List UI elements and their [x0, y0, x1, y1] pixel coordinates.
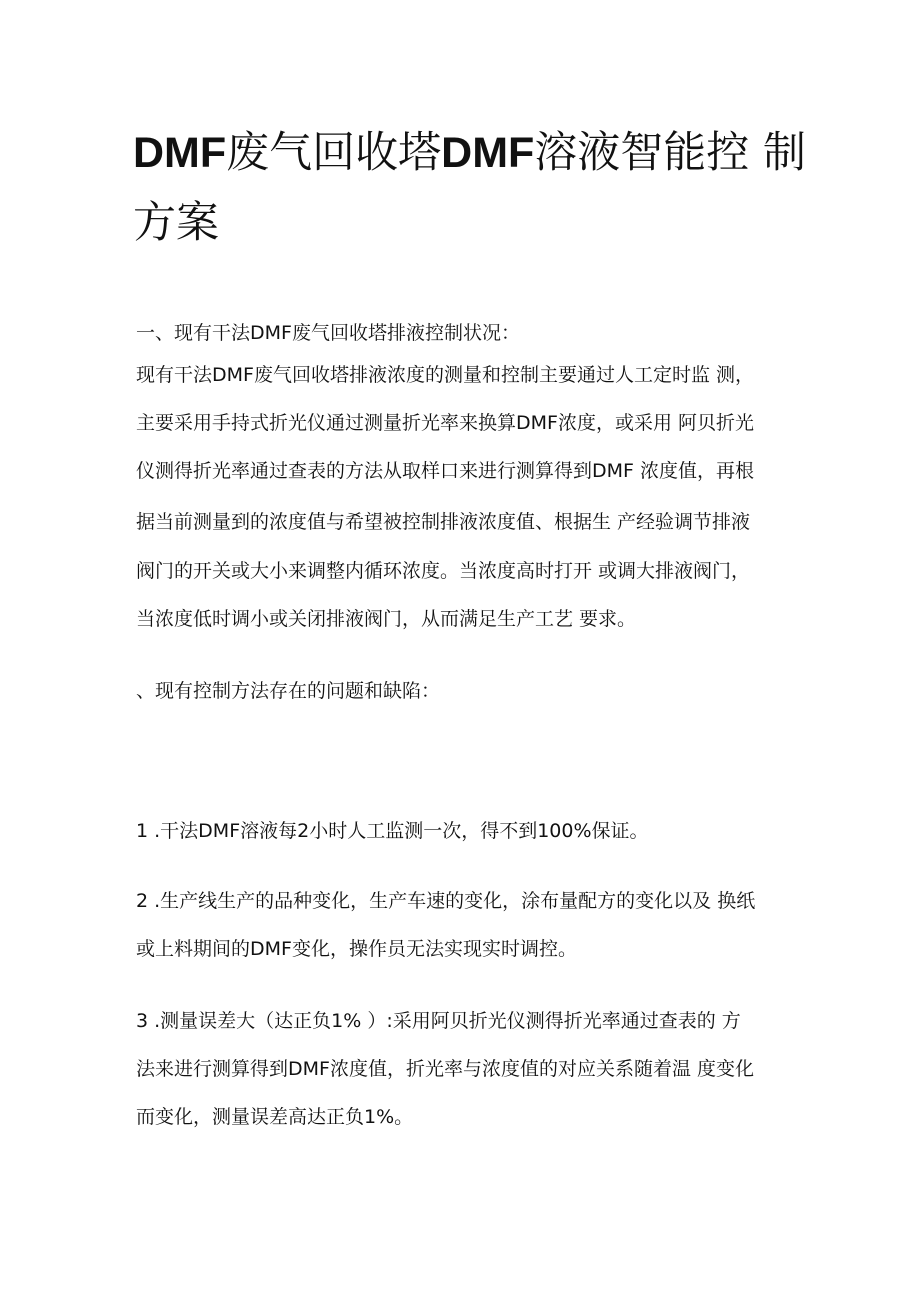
title-line-2: 方案 [133, 198, 219, 248]
list-item-3-line: 法来进行测算得到DMF浓度值，折光率与浓度值的对应关系随着温 度变化 [136, 1058, 754, 1080]
title-part-4: 溶液智能控 制 [534, 128, 806, 178]
title-part-1: DMF [133, 129, 227, 177]
section1-paragraph-line: 当浓度低时调小或关闭排液阀门，从而满足生产工艺 要求。 [136, 608, 637, 630]
section1-paragraph-line: 现有干法DMF废气回收塔排液浓度的测量和控制主要通过人工定时监 测， [136, 364, 754, 386]
list-item-2-line: 2 .生产线生产的品种变化，生产车速的变化，涂布量配方的变化以及 换纸 [136, 890, 756, 912]
section1-paragraph-line: 据当前测量到的浓度值与希望被控制排液浓度值、根据生 产经验调节排液 [136, 511, 751, 533]
list-item-3-line: 而变化，测量误差高达正负1%。 [136, 1106, 414, 1128]
list-item-3-line: 3 .测量误差大（达正负1% ）:采用阿贝折光仪测得折光率通过查表的 方 [136, 1010, 741, 1032]
section1-paragraph-line: 阀门的开关或大小来调整内循环浓度。当浓度高时打开 或调大排液阀门， [136, 560, 751, 582]
list-item-2-line: 或上料期间的DMF变化，操作员无法实现实时调控。 [136, 938, 577, 960]
list-item-1-line: 1 .干法DMF溶液每2小时人工监测一次，得不到100%保证。 [136, 820, 649, 842]
section2-heading: 、现有控制方法存在的问题和缺陷： [136, 680, 441, 702]
title-part-3: DMF [441, 129, 535, 177]
document-title [133, 118, 813, 258]
section1-heading: 一、现有干法DMF废气回收塔排液控制状况： [136, 322, 520, 344]
title-part-2: 废气回收塔 [226, 128, 442, 178]
section1-paragraph-line: 主要采用手持式折光仪通过测量折光率来换算DMF浓度，或采用 阿贝折光 [136, 412, 754, 434]
section1-paragraph-line: 仪测得折光率通过查表的方法从取样口来进行测算得到DMF 浓度值，再根 [136, 460, 754, 482]
